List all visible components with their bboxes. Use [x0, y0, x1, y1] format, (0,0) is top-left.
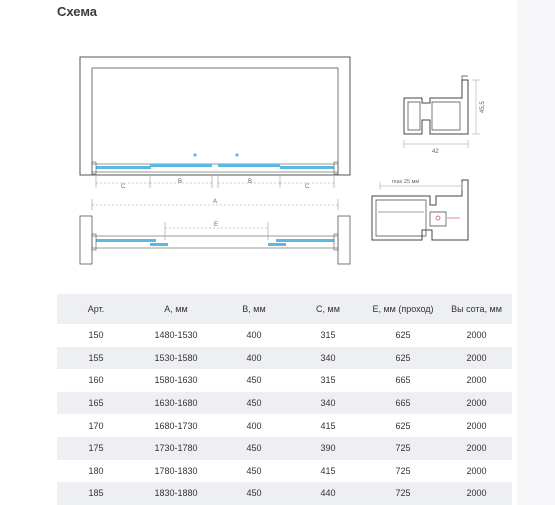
profile-width-label: 42 [432, 149, 439, 155]
table-row [57, 482, 512, 505]
dim-label-e: E [214, 222, 219, 228]
cell-art: 170 [88, 420, 104, 431]
dim-label-c-left: C [121, 184, 126, 190]
handle-left [193, 153, 196, 156]
cell-art: 175 [57, 437, 135, 460]
cell-height: 2000 [441, 482, 512, 505]
cell-a: 1730-1780 [135, 437, 217, 460]
cell-art: 185 [57, 482, 135, 505]
cell-a: 1630-1680 [135, 392, 217, 415]
cell-a: 1780-1830 [154, 465, 198, 476]
cell-b: 450 [217, 392, 291, 415]
front-view [80, 57, 350, 175]
cell-a: 1680-1730 [154, 420, 198, 431]
front-panel-left-fixed [96, 166, 151, 169]
cell-e: 665 [395, 375, 411, 386]
cell-c: 315 [320, 330, 336, 341]
cell-height: 2000 [466, 375, 487, 386]
cell-a: 1480-1530 [154, 330, 198, 341]
table-row [57, 437, 512, 460]
cell-b: 450 [246, 465, 262, 476]
cell-a: 1830-1880 [135, 482, 217, 505]
cell-height: 2000 [441, 347, 512, 370]
table-row [57, 347, 512, 370]
cell-art: 160 [88, 375, 104, 386]
top-panel-left-sliding [150, 243, 168, 246]
cell-b: 450 [246, 375, 262, 386]
front-panel-left-sliding [150, 164, 212, 167]
cell-b: 450 [217, 437, 291, 460]
front-panel-right-sliding [218, 164, 280, 167]
cell-e: 625 [395, 330, 411, 341]
cell-c: 390 [291, 437, 365, 460]
top-panel-right [276, 239, 334, 242]
cell-b: 400 [217, 347, 291, 370]
cell-b: 400 [246, 330, 262, 341]
cell-art: 150 [88, 330, 104, 341]
profile-detail-top [404, 76, 468, 134]
col-header-a: А, мм [135, 294, 217, 324]
col-header-c: С, мм [291, 294, 365, 324]
cell-c: 340 [291, 347, 365, 370]
col-header-e: Е, мм (проход) [365, 294, 441, 324]
top-panel-left [96, 239, 156, 242]
cell-e: 665 [365, 392, 441, 415]
cell-height: 2000 [441, 392, 512, 415]
profile-marker-dot [436, 216, 440, 220]
dim-label-c-right: C [305, 184, 310, 190]
front-frame-inner [92, 68, 338, 175]
table-row [57, 460, 512, 483]
page-title: Схема [57, 4, 98, 19]
cell-a: 1580-1630 [154, 375, 198, 386]
handle-right [235, 153, 238, 156]
table-row [57, 324, 512, 347]
cell-e: 725 [365, 482, 441, 505]
cell-e: 625 [365, 347, 441, 370]
cell-b: 450 [217, 482, 291, 505]
table-row [57, 392, 512, 415]
cell-b: 400 [246, 420, 262, 431]
cell-a: 1530-1580 [135, 347, 217, 370]
profile-detail-top-dims [404, 80, 480, 148]
dimension-cb [96, 176, 334, 188]
col-header-height: Вы сота, мм [441, 294, 512, 324]
cell-c: 340 [291, 392, 365, 415]
table-row [57, 414, 512, 437]
col-header-b: В, мм [217, 294, 291, 324]
col-header-art: Арт. [57, 294, 135, 324]
cell-c: 315 [320, 375, 336, 386]
cell-height: 2000 [466, 330, 487, 341]
cell-art: 155 [57, 347, 135, 370]
cell-c: 440 [291, 482, 365, 505]
cell-c: 415 [320, 420, 336, 431]
table-row [57, 369, 512, 392]
dim-label-a: A [213, 199, 218, 205]
top-wall-right [338, 216, 350, 264]
top-panel-right-sliding [268, 243, 286, 246]
profile-max-label: max 25 мм [392, 179, 420, 185]
cell-art: 165 [57, 392, 135, 415]
front-panel-right-fixed [280, 166, 334, 169]
profile-detail-bottom [372, 180, 468, 240]
top-wall-left [80, 216, 92, 264]
cell-e: 725 [365, 437, 441, 460]
cell-e: 625 [395, 420, 411, 431]
cell-height: 2000 [441, 437, 512, 460]
cell-art: 180 [88, 465, 104, 476]
cell-height: 2000 [466, 420, 487, 431]
dim-label-b-right: B [248, 179, 253, 185]
profile-height-label: 45,5 [480, 101, 486, 113]
dimensions-table [57, 294, 512, 505]
cell-e: 725 [395, 465, 411, 476]
cell-height: 2000 [466, 465, 487, 476]
front-frame-outer [80, 57, 350, 175]
cell-c: 415 [320, 465, 336, 476]
table-header-row [57, 294, 512, 324]
dim-label-b-left: B [178, 179, 183, 185]
